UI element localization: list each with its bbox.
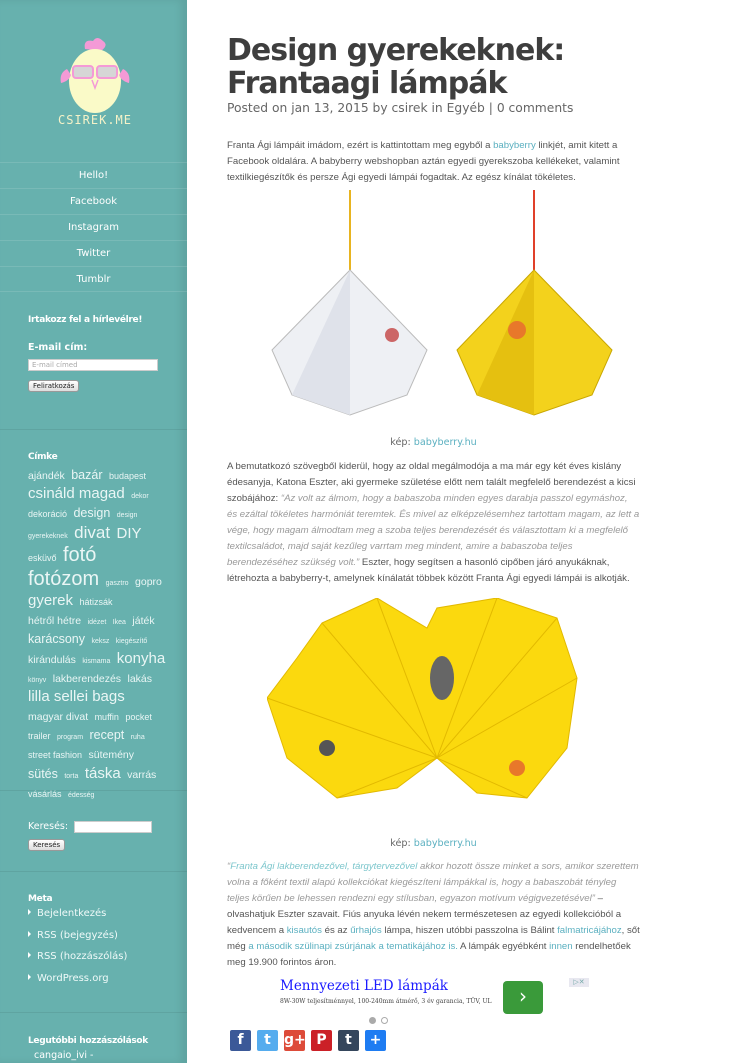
quote: “Az volt az álmom, hogy a babaszoba minden egyes darabja passzol egymáshoz, és ezáltal tökéletes harmóniát teremtek. És mivel az elképzelésemhez tartottam magam, az lett a vége, hogy magam álmodtam meg a szoba teljes berendezését és választottam ki a megfelelő textilcsaládot, majd saját kezűleg varrtam meg mindent, amire a babaszoba teljes berendezéséhez szükség volt.” bbox=[227, 493, 640, 568]
meta-rss-posts[interactable]: RSS (bejegyzés) bbox=[28, 930, 127, 952]
divider bbox=[0, 790, 187, 791]
lamps-photo bbox=[252, 190, 622, 435]
caption-text: kép: bbox=[390, 838, 414, 849]
twitter-share-icon[interactable]: t bbox=[257, 1030, 278, 1051]
ad-pager bbox=[369, 1009, 393, 1028]
tag-link[interactable]: design bbox=[73, 506, 111, 521]
tag-link[interactable]: gyerek bbox=[28, 591, 74, 609]
tag-link[interactable]: gopro bbox=[135, 575, 162, 588]
tag-link[interactable]: recept bbox=[89, 728, 125, 743]
text: lámpa, hiszen utóbbi passzolna is Bálint bbox=[381, 925, 558, 936]
caption-text: kép: bbox=[390, 437, 414, 448]
ad-close-icon[interactable]: ▷✕ bbox=[569, 978, 589, 987]
nav-tumblr[interactable]: Tumblr bbox=[0, 266, 187, 292]
tag-link[interactable]: design bbox=[116, 512, 138, 520]
franta-agi-link[interactable]: Franta Ági lakberendezővel, tárgytervezővel bbox=[230, 861, 418, 872]
pinterest-share-icon[interactable]: P bbox=[311, 1030, 332, 1051]
logo-text: CSIREK.ME bbox=[57, 113, 133, 127]
meta-title: Meta bbox=[28, 894, 53, 904]
meta-login[interactable]: Bejelentkezés bbox=[28, 908, 127, 930]
newsletter-title: Irtakozz fel a hírlevélre! bbox=[28, 315, 143, 325]
tag-link[interactable]: gyerekeknek bbox=[28, 532, 68, 540]
tag-link[interactable]: vásárlás bbox=[28, 788, 62, 799]
tag-link[interactable]: program bbox=[56, 734, 84, 742]
site-logo[interactable] bbox=[55, 35, 135, 160]
tag-cloud bbox=[28, 465, 168, 802]
email-label: E-mail cím: bbox=[28, 342, 88, 353]
text: Franta Ági lámpáit imádom, ezért is kattintottam meg egyből a bbox=[227, 140, 494, 151]
tag-link[interactable]: lilla sellei bags bbox=[28, 687, 125, 705]
post-meta: Posted on jan 13, 2015 by csirek in Egyéb | 0 comments bbox=[227, 101, 574, 115]
tag-link[interactable]: konyha bbox=[116, 649, 166, 667]
divider bbox=[0, 1012, 187, 1013]
lamp-pattern-image bbox=[267, 598, 607, 808]
text: linkjét, amit kitett a Facebook oldalára. A babyberry webshopban aztán egyedi gyerekszoba kellékeket, valamint textilkiegészítők és persze Ági egyedi lámpái fogadtak. Az egész kínálat tökéletes. bbox=[227, 140, 620, 183]
share-buttons bbox=[230, 1030, 386, 1051]
tag-link[interactable]: kismama bbox=[82, 657, 111, 665]
innen-link[interactable]: innen bbox=[549, 941, 573, 952]
ad-go-button[interactable]: › bbox=[503, 981, 543, 1014]
google-plus-share-icon[interactable]: g+ bbox=[284, 1030, 305, 1051]
quote: “ bbox=[227, 861, 231, 872]
search-button[interactable]: Keresés bbox=[28, 839, 65, 851]
tag-link[interactable]: torta bbox=[64, 772, 79, 780]
tag-link[interactable]: lakberendezés bbox=[52, 672, 122, 685]
image-caption-1 bbox=[227, 437, 640, 448]
tag-link[interactable]: dekoráció bbox=[28, 509, 68, 520]
sidebar bbox=[0, 0, 187, 1063]
text: és az bbox=[321, 925, 351, 936]
main-nav bbox=[0, 162, 187, 292]
tag-link[interactable]: hétről hétre bbox=[28, 615, 82, 628]
paragraph-3 bbox=[227, 859, 640, 971]
tag-link[interactable]: fotózom bbox=[28, 567, 100, 590]
tags-title: Címke bbox=[28, 452, 58, 462]
tag-link[interactable]: pocket bbox=[125, 712, 152, 723]
recent-comment[interactable]: cangaio_ivi - bbox=[34, 1050, 94, 1061]
text: A lámpák egyébként bbox=[457, 941, 550, 952]
search-label: Keresés: bbox=[28, 821, 69, 832]
text: – olvashatjuk Eszter szavait. Fiús anyuka lévén nekem természetesen az egyedi kollekcióból a kedvencem a bbox=[227, 893, 622, 936]
image-caption-2 bbox=[227, 838, 640, 849]
tag-link[interactable]: Ikea bbox=[112, 619, 126, 627]
nav-hello[interactable]: Hello! bbox=[0, 162, 187, 188]
tag-link[interactable]: sütés bbox=[28, 766, 58, 781]
nav-instagram[interactable]: Instagram bbox=[0, 214, 187, 240]
ad-subtitle: 8W-30W teljesítménnyel, 100-240mm átmérő, 3 év garancia, TÜV, UL bbox=[280, 998, 492, 1005]
tag-link[interactable]: ruha bbox=[130, 734, 145, 742]
tag-link[interactable]: bazár bbox=[71, 468, 103, 482]
caption-link[interactable]: babyberry.hu bbox=[413, 437, 477, 448]
paragraph-2 bbox=[227, 459, 640, 587]
text: A bemutatkozó szövegből kiderül, hogy az oldal megálmodója a ma már egy két éves kislány édesanyja, Katona Eszter, aki gyermeke születése előtt nem talált megfelelő berendezést a kicsi szobájához: bbox=[227, 461, 636, 504]
tag-link[interactable]: ajándék bbox=[28, 470, 65, 482]
paragraph-1 bbox=[227, 138, 640, 186]
ad-banner[interactable] bbox=[280, 978, 492, 1005]
tag-link[interactable]: karácsony bbox=[28, 632, 85, 647]
tag-link[interactable]: gasztro bbox=[105, 579, 129, 587]
falmatrica-link[interactable]: falmatricájához bbox=[557, 925, 622, 936]
meta-wordpress[interactable]: WordPress.org bbox=[28, 973, 127, 995]
tag-link[interactable]: keksz bbox=[91, 638, 110, 646]
pager-dot-active[interactable] bbox=[369, 1017, 376, 1024]
tag-link[interactable]: fotó bbox=[62, 543, 97, 566]
tag-link[interactable]: esküvő bbox=[28, 552, 57, 563]
tag-link[interactable]: táska bbox=[84, 764, 121, 782]
nav-facebook[interactable]: Facebook bbox=[0, 188, 187, 214]
meta-rss-comments[interactable]: RSS (hozzászólás) bbox=[28, 951, 127, 973]
szulinapi-link[interactable]: a második szülinapi zsúrjának a tematikájához is. bbox=[248, 941, 458, 952]
caption-link[interactable]: babyberry.hu bbox=[413, 838, 477, 849]
tag-link[interactable]: édesség bbox=[67, 791, 95, 799]
facebook-share-icon[interactable]: f bbox=[230, 1030, 251, 1051]
text: rendelhetőek meg 19.900 forintos áron. bbox=[227, 941, 631, 968]
subscribe-button[interactable]: Feliratkozás bbox=[28, 380, 79, 392]
tag-link[interactable]: idézet bbox=[87, 619, 107, 627]
quote: akkor hozott össze minket a sors, amikor szerettem volna a főként textil alapú kollekciókat kiegészíteni lámpákkal is, hogy a babaszobát tényleg teljes körűen be lehessen rendezni egy stílusban, egyazon motívum végigvezetésével” bbox=[227, 861, 639, 904]
tag-link[interactable]: street fashion bbox=[28, 750, 83, 761]
text: , sőt még bbox=[227, 925, 640, 952]
tumblr-share-icon[interactable]: t bbox=[338, 1030, 359, 1051]
tag-link[interactable]: lakás bbox=[127, 672, 153, 685]
meta-list bbox=[28, 908, 127, 994]
chick-logo-icon bbox=[55, 35, 135, 113]
tag-link[interactable]: könyv bbox=[28, 676, 47, 684]
tag-link[interactable]: budapest bbox=[108, 471, 147, 481]
pager-dot[interactable] bbox=[381, 1017, 388, 1024]
tag-link[interactable]: dekor bbox=[131, 493, 149, 501]
email-input[interactable]: E-mail címed bbox=[28, 359, 158, 371]
babyberry-link[interactable]: babyberry bbox=[493, 140, 536, 151]
tag-link[interactable]: muffin bbox=[94, 712, 119, 723]
tag-link[interactable]: kiegészítő bbox=[115, 638, 148, 646]
nav-twitter[interactable]: Twitter bbox=[0, 240, 187, 266]
post-title: Design gyerekeknek: Frantaagi lámpák bbox=[227, 33, 565, 101]
tag-link[interactable]: DIY bbox=[116, 524, 142, 542]
ad-title[interactable]: Mennyezeti LED lámpák bbox=[280, 978, 448, 994]
tag-link[interactable]: trailer bbox=[28, 731, 51, 742]
divider bbox=[0, 871, 187, 872]
tag-link[interactable]: magyar divat bbox=[28, 711, 89, 724]
text: Eszter, hogy segítsen a hasonló cipőben járó anyukáknak, létrehozta a babyberry-t, amelynek kínálatát többek között Franta Ági egyedi lámpái is alkotják. bbox=[227, 557, 630, 584]
tag-link[interactable]: sütemény bbox=[88, 749, 135, 762]
tag-link[interactable]: csináld magad bbox=[28, 485, 125, 503]
recent-comments-title: Legutóbbi hozzászólások bbox=[28, 1036, 148, 1046]
tag-link[interactable]: kirándulás bbox=[28, 653, 76, 666]
search-input[interactable] bbox=[74, 821, 152, 833]
urhajos-link[interactable]: űrhajós bbox=[350, 925, 382, 936]
share-more-share-icon[interactable]: + bbox=[365, 1030, 386, 1051]
tag-link[interactable]: divat bbox=[74, 522, 111, 542]
tag-link[interactable]: hátizsák bbox=[79, 596, 113, 607]
tag-link[interactable]: játék bbox=[132, 615, 155, 628]
divider bbox=[0, 429, 187, 430]
tag-link[interactable]: varrás bbox=[127, 768, 157, 781]
kisautos-link[interactable]: kisautós bbox=[286, 925, 322, 936]
